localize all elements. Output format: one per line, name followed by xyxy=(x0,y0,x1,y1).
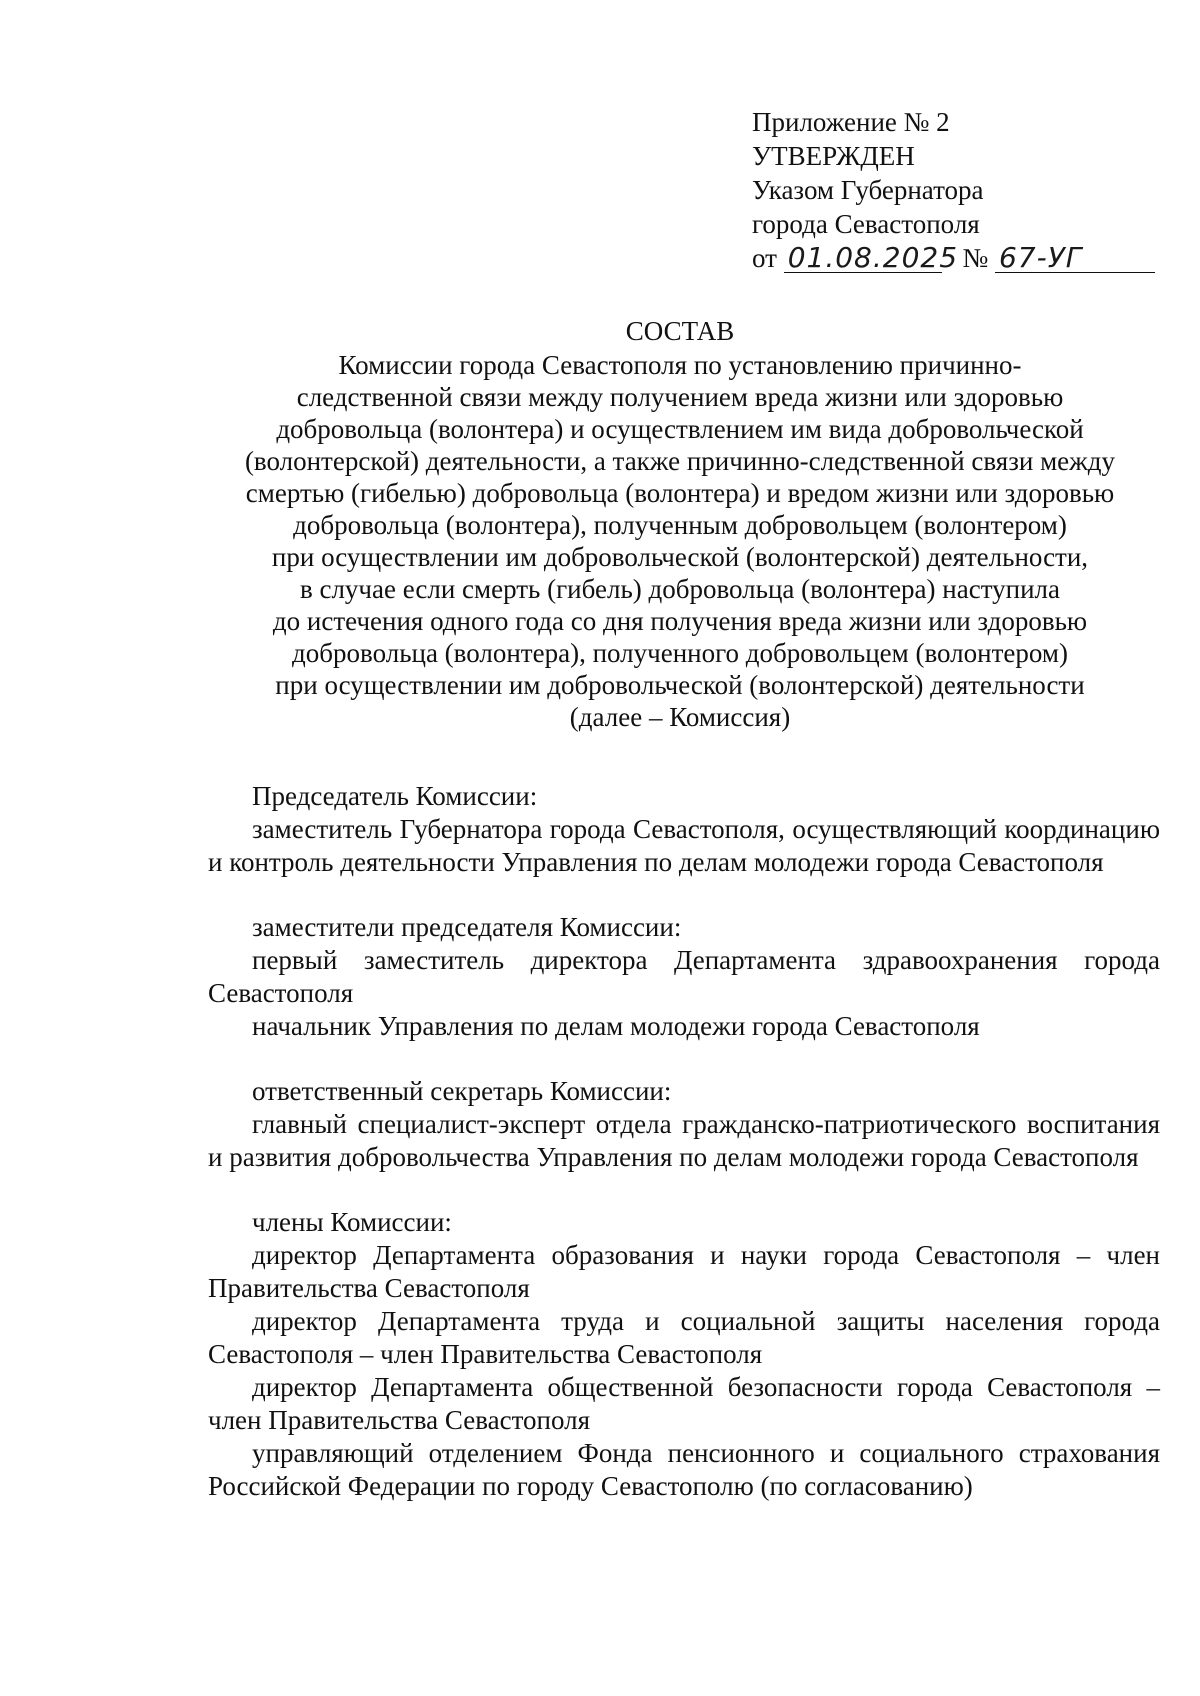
member-entry: главный специалист-эксперт отдела гражданско-патриотического воспитания и развития добровольчества Управления по делам молодежи города Севастополя xyxy=(208,1109,1160,1172)
document-title xyxy=(205,315,1155,733)
appendix-label: Приложение № 2 xyxy=(752,107,950,137)
decree-label: Указом Губернатора xyxy=(752,175,984,205)
member-entry: директор Департамента общественной безопасности города Севастополя – член Правительства Севастополя xyxy=(208,1372,1160,1435)
approved-label: УТВЕРЖДЕН xyxy=(752,141,915,171)
handwritten-date: 01.08.2025 xyxy=(784,244,942,273)
city-label: города Севастополя xyxy=(752,209,980,239)
composition-body xyxy=(208,780,1160,1535)
member-entry: директор Департамента труда и социальной защиты населения города Севастополя – член Правительства Севастополя xyxy=(208,1306,1160,1369)
title-line: Комиссии города Севастополя по установлению причинно- xyxy=(338,350,1022,380)
member-entry: первый заместитель директора Департамента здравоохранения города Севастополя xyxy=(208,945,1160,1008)
title-line: (далее – Комиссия) xyxy=(569,702,791,732)
title-line: добровольца (волонтера), полученного добровольцем (волонтером) xyxy=(292,638,1068,668)
member-entry: директор Департамента образования и науки города Севастополя – член Правительства Севастополя xyxy=(208,1240,1160,1303)
section-label: ответственный секретарь Комиссии: xyxy=(252,1076,672,1106)
title-line: в случае если смерть (гибель) добровольца (волонтера) наступила xyxy=(299,574,1061,604)
member-entry: начальник Управления по делам молодежи города Севастополя xyxy=(252,1011,980,1041)
section-label: члены Комиссии: xyxy=(252,1207,452,1237)
secretary-section xyxy=(208,1075,1160,1174)
deputies-section xyxy=(208,911,1160,1043)
title-line: следственной связи между получением вреда жизни или здоровью xyxy=(296,382,1064,412)
section-label: заместители председателя Комиссии: xyxy=(252,912,682,942)
approval-block xyxy=(752,105,1172,275)
title-line: добровольца (волонтера) и осуществлением им вида добровольческой xyxy=(276,414,1084,444)
title-line: при осуществлении им добровольческой (волонтерской) деятельности, xyxy=(271,542,1089,572)
date-prefix: от xyxy=(752,243,777,273)
member-entry: заместитель Губернатора города Севастополя, осуществляющий координацию и контроль деятельности Управления по делам молодежи города Севастополя xyxy=(208,814,1160,877)
handwritten-number: 67-УГ xyxy=(995,244,1155,273)
member-entry: управляющий отделением Фонда пенсионного и социального страхования Российской Федерации по городу Севастополю (по согласованию) xyxy=(208,1438,1160,1501)
date-number-line xyxy=(752,241,1172,275)
title-line: до истечения одного года со дня получения вреда жизни или здоровью xyxy=(272,606,1088,636)
title-line: добровольца (волонтера), полученным добровольцем (волонтером) xyxy=(293,510,1067,540)
members-section xyxy=(208,1206,1160,1503)
title-line: смертью (гибелью) добровольца (волонтера) и вредом жизни или здоровью xyxy=(245,478,1115,508)
title-heading: СОСТАВ xyxy=(625,316,735,346)
section-label: Председатель Комиссии: xyxy=(252,781,538,811)
chairman-section xyxy=(208,780,1160,879)
title-line: (волонтерской) деятельности, а также причинно-следственной связи между xyxy=(244,446,1116,476)
number-prefix: № xyxy=(962,243,989,273)
title-line: при осуществлении им добровольческой (волонтерской) деятельности xyxy=(275,670,1085,700)
